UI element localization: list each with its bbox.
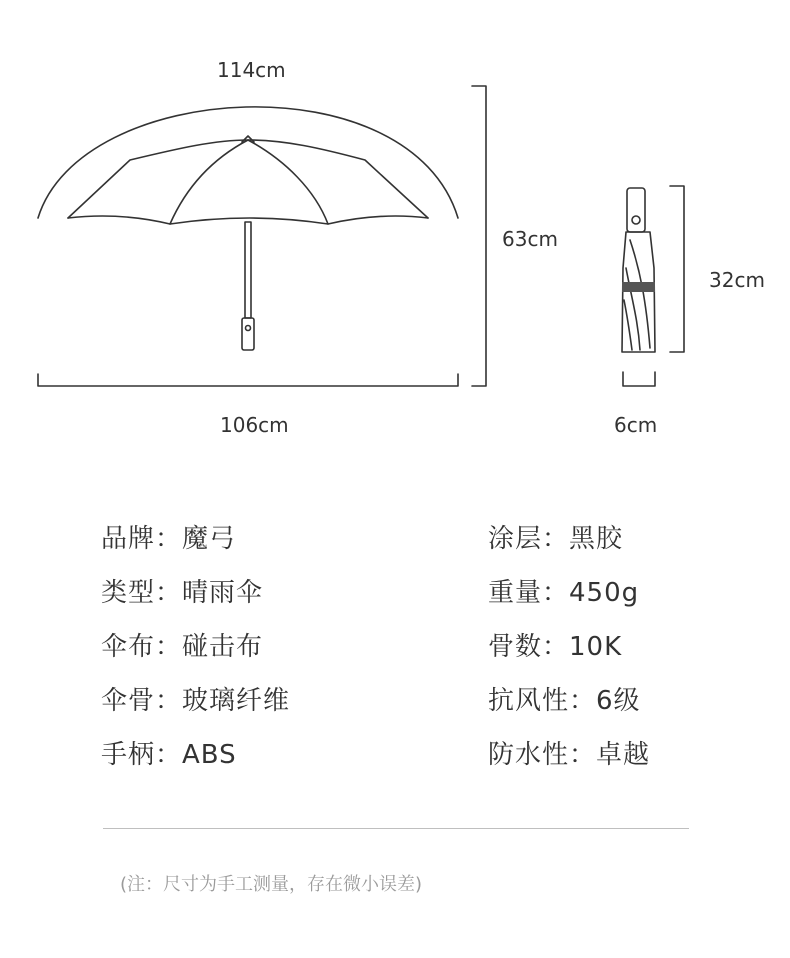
folded-length-label: 32cm xyxy=(709,268,765,292)
spec-label: 品牌： xyxy=(101,524,183,554)
folded-width-dimension-line xyxy=(623,372,655,386)
spec-label: 骨数： xyxy=(488,632,570,662)
spec-label: 涂层： xyxy=(488,524,570,554)
folded-fold-line xyxy=(630,240,650,348)
umbrella-shaft xyxy=(245,222,251,318)
folded-fold-line xyxy=(624,300,632,350)
spec-waterproof xyxy=(488,734,650,771)
umbrella-diagram xyxy=(0,0,790,470)
width-dimension-line xyxy=(38,374,458,386)
spec-wind-resistance xyxy=(488,680,641,717)
canopy-outer-arc xyxy=(38,107,458,218)
umbrella-handle xyxy=(242,318,254,350)
canopy-tip xyxy=(242,136,254,142)
spec-value: 卓越 xyxy=(596,740,651,770)
canopy-outline xyxy=(68,140,428,218)
spec-value: 黑胶 xyxy=(569,524,624,554)
open-width-label: 106cm xyxy=(220,413,289,437)
spec-value: 玻璃纤维 xyxy=(182,686,291,716)
spec-value: ABS xyxy=(182,740,237,770)
canopy-rib xyxy=(170,140,248,224)
canopy-rib xyxy=(248,140,328,224)
spec-label: 抗风性： xyxy=(488,686,597,716)
divider xyxy=(103,828,689,829)
canopy-arc-label: 114cm xyxy=(217,58,286,82)
spec-label: 防水性： xyxy=(488,740,597,770)
spec-value: 晴雨伞 xyxy=(182,578,264,608)
spec-value: 6级 xyxy=(596,686,641,716)
spec-label: 手柄： xyxy=(101,740,183,770)
spec-fabric xyxy=(101,626,263,663)
open-height-label: 63cm xyxy=(502,227,558,251)
spec-value: 10K xyxy=(569,632,623,662)
spec-label: 类型： xyxy=(101,578,183,608)
folded-width-label: 6cm xyxy=(614,413,658,437)
folded-length-dimension-line xyxy=(670,186,684,352)
spec-brand xyxy=(101,518,236,555)
spec-value: 魔弓 xyxy=(182,524,237,554)
spec-value: 碰击布 xyxy=(182,632,264,662)
handle-button-icon xyxy=(246,326,251,331)
spec-label: 重量： xyxy=(488,578,570,608)
spec-frame xyxy=(101,680,290,717)
folded-handle xyxy=(627,188,645,232)
folded-strap-band xyxy=(622,282,655,292)
height-dimension-line xyxy=(472,86,486,386)
measurement-note: (注：尺寸为手工测量，存在微小误差) xyxy=(120,874,423,895)
spec-label: 伞布： xyxy=(101,632,183,662)
spec-ribs xyxy=(488,626,622,663)
umbrella-drawings xyxy=(0,0,790,470)
spec-handle xyxy=(101,734,237,771)
folded-fold-line xyxy=(626,268,640,350)
spec-type xyxy=(101,572,263,609)
spec-coating xyxy=(488,518,623,555)
spec-label: 伞骨： xyxy=(101,686,183,716)
folded-handle-button-icon xyxy=(632,216,640,224)
spec-value: 450g xyxy=(569,578,640,608)
spec-weight xyxy=(488,572,639,609)
